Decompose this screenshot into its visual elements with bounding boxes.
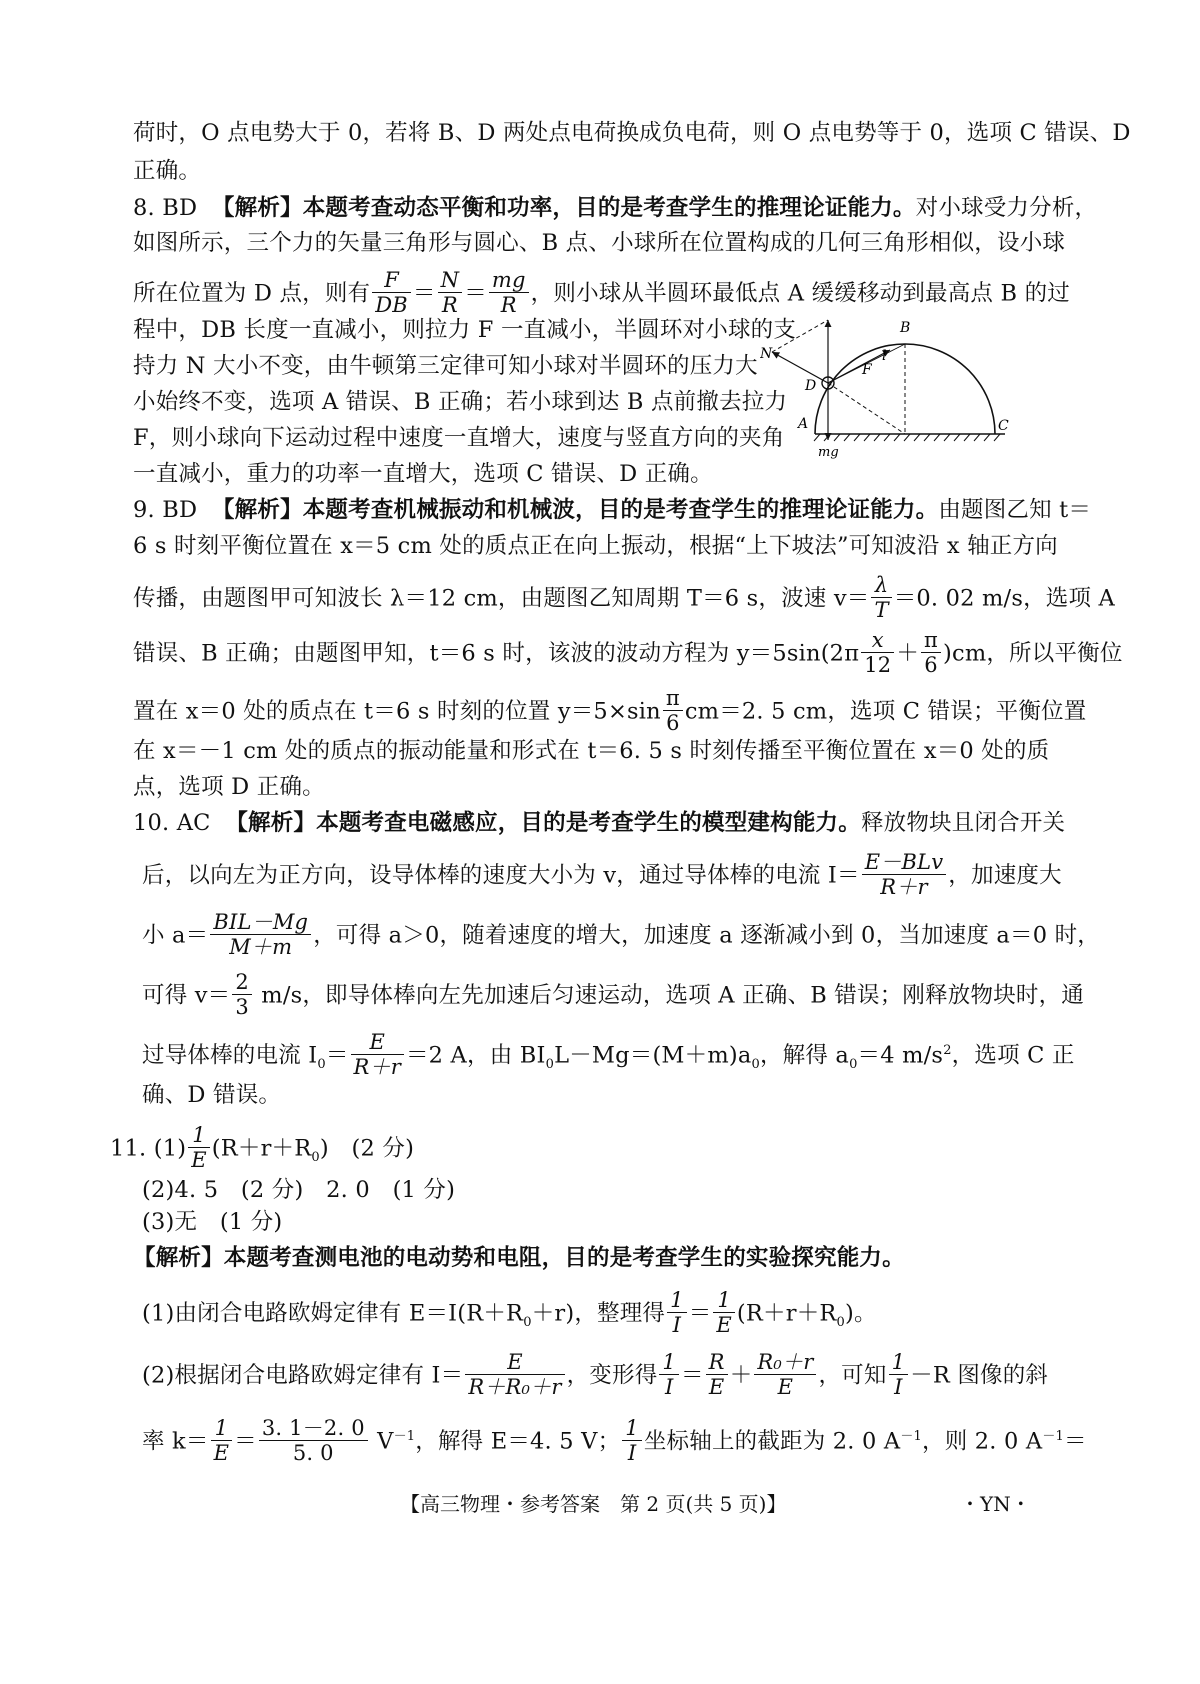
text-span: ，可得 a＞0，随着速度的增大，加速度 a 逐渐减小到 0，当加速度 a＝0 时， bbox=[313, 922, 1101, 949]
text-span: 坐标轴上的截距为 2. 0 A bbox=[643, 1428, 901, 1455]
text-span: (1)由闭合电路欧姆定律有 E＝I(R＋R bbox=[142, 1300, 524, 1327]
fraction: $\frac{1}{E}$ bbox=[188, 1123, 210, 1172]
fraction: $\frac{E}{R+r}$ bbox=[351, 1030, 404, 1079]
text-span: －R 图像的斜 bbox=[910, 1362, 1049, 1389]
fraction: $\frac{\text{BIL－Mg}}{M+m}$ bbox=[210, 910, 311, 959]
fraction: $\frac{2}{3}$ bbox=[232, 970, 252, 1019]
text-span: ＝ bbox=[688, 1300, 712, 1327]
text-span: ，解得 E＝4. 5 V； bbox=[415, 1428, 621, 1455]
text-span: ＋ bbox=[729, 1362, 753, 1389]
superscript: －1 bbox=[1042, 1429, 1064, 1444]
subscript: 0 bbox=[311, 1150, 320, 1165]
text-line-with-formula bbox=[142, 852, 1062, 901]
subscript: 0 bbox=[751, 1057, 760, 1072]
text-line: 点，选项 D 正确。 bbox=[133, 774, 325, 800]
text-line-with-formula bbox=[142, 1032, 1075, 1081]
text-span: )。 bbox=[845, 1300, 877, 1327]
text-span: ＋ bbox=[896, 640, 920, 667]
text-span: m/s，即导体棒向左先加速后匀速运动，选项 A 正确、B 错误；刚释放物块时，通 bbox=[253, 982, 1084, 1009]
text-line-with-formula bbox=[142, 1418, 1087, 1467]
fraction: $\frac{1}{E}$ bbox=[211, 1416, 233, 1465]
text-span: ＋r)，整理得 bbox=[531, 1300, 666, 1327]
subscript: 0 bbox=[545, 1057, 555, 1072]
fraction: $\frac{R}{E}$ bbox=[706, 1350, 728, 1399]
fraction: $\frac{1}{I}$ bbox=[889, 1350, 909, 1399]
text-line: 荷时，O 点电势大于 0，若将 B、D 两处点电荷换成负电荷，则 O 点电势等于 0，选项 C 错误、D bbox=[133, 120, 1131, 146]
text-span: (R＋r＋R bbox=[211, 1135, 312, 1162]
text-line-with-formula bbox=[142, 1352, 1048, 1401]
text-span: 小 a＝ bbox=[142, 922, 209, 949]
text-line: 程中，DB 长度一直减小，则拉力 F 一直减小，半圆环对小球的支 bbox=[133, 317, 797, 343]
text-span: L－Mg＝(M＋m)a bbox=[554, 1042, 752, 1069]
label-B: B bbox=[900, 320, 911, 336]
question-8-header bbox=[133, 193, 1097, 223]
superscript: －1 bbox=[900, 1429, 923, 1444]
question-10-header bbox=[133, 808, 1065, 838]
text-span: 置在 x＝0 处的质点在 t＝6 s 时刻的位置 y＝5×sin bbox=[133, 698, 661, 725]
superscript: 2 bbox=[943, 1043, 952, 1058]
text-span: 后，以向左为正方向，设导体棒的速度大小为 v，通过导体棒的电流 I＝ bbox=[142, 862, 860, 889]
text-span: ，解得 a bbox=[759, 1042, 850, 1069]
text-line: 正确。 bbox=[133, 158, 202, 184]
label-N: N bbox=[760, 346, 773, 362]
question-number: 11. (1) bbox=[110, 1135, 187, 1162]
subscript: 0 bbox=[523, 1315, 532, 1330]
question-11-header bbox=[110, 1125, 414, 1174]
text-line-with-formula bbox=[142, 912, 1100, 961]
fraction: $\frac{\text{R₀＋r}}{E}$ bbox=[754, 1350, 816, 1399]
text-span: 对小球受力分析， bbox=[915, 195, 1098, 221]
text-line: F，则小球向下运动过程中速度一直增大，速度与竖直方向的夹角 bbox=[133, 425, 785, 451]
text-span: ＝ bbox=[680, 1362, 704, 1389]
text-line: 小始终不变，选项 A 错误、B 正确；若小球到达 B 点前撤去拉力 bbox=[133, 389, 788, 415]
subscript: 0 bbox=[836, 1315, 846, 1330]
text-line: 持力 N 大小不变，由牛顿第三定律可知小球对半圆环的压力大 bbox=[133, 353, 758, 379]
label-l: l bbox=[882, 348, 887, 364]
page-footer: 【高三物理・参考答案 第 2 页(共 5 页)】 bbox=[400, 1492, 787, 1516]
label-D: D bbox=[805, 378, 817, 394]
text-span: ＝ bbox=[325, 1042, 349, 1069]
text-line-with-formula bbox=[133, 630, 1123, 679]
semicircle-force-diagram bbox=[760, 310, 1030, 470]
text-line-with-formula: 所在位置为 D 点，则有 $\frac{F}{DB}$ ＝ $\frac{N}{R}$ ＝ $\frac{mg}{R}$ ，则小球从半圆环最低点 A 缓缓移动到最高点 B 的过 bbox=[133, 268, 1070, 317]
analysis-tag: 【解析】本题考查测电池的电动势和电阻，目的是考查学生的实验探究能力。 bbox=[133, 1245, 905, 1271]
text-line: 如图所示，三个力的矢量三角形与圆心、B 点、小球所在位置构成的几何三角形相似，设小球 bbox=[133, 230, 1066, 256]
text-span: 可得 v＝ bbox=[142, 982, 231, 1009]
question-number: 10. AC bbox=[133, 810, 211, 836]
fraction: $\frac{N}{R}$ bbox=[438, 268, 463, 317]
text-span: ＝0. 02 m/s，选项 A bbox=[893, 585, 1115, 612]
fraction: $\frac{F}{DB}$ bbox=[372, 268, 411, 317]
question-number: 9. BD bbox=[133, 497, 198, 523]
text-span: ＝4 m/s bbox=[857, 1042, 944, 1069]
fraction: $\frac{x}{12}$ bbox=[861, 628, 894, 677]
fraction: $\frac{\lambda}{T}$ bbox=[871, 573, 891, 622]
text-span: ＝ bbox=[1063, 1428, 1087, 1455]
text-line: 在 x＝－1 cm 处的质点的振动能量和形式在 t＝6. 5 s 时刻传播至平衡位置在 x＝0 处的质 bbox=[133, 738, 1050, 764]
text-span: ，加速度大 bbox=[948, 862, 1062, 889]
text-span: ＝ bbox=[234, 1428, 257, 1455]
text-span: ，则小球从半圆环最低点 A 缓缓移动到最高点 B 的过 bbox=[530, 280, 1070, 307]
text-line-with-formula bbox=[142, 1290, 877, 1339]
text-span: 所在位置为 D 点，则有 bbox=[133, 280, 371, 307]
fraction: $\frac{1}{E}$ bbox=[713, 1288, 735, 1337]
text-span: V bbox=[369, 1428, 394, 1455]
question-9-header bbox=[133, 495, 1091, 525]
fraction: $\frac{3. 1-2. 0}{5. 0}$ bbox=[259, 1416, 368, 1465]
label-C: C bbox=[998, 418, 1009, 434]
label-mg: mg bbox=[818, 445, 839, 460]
text-line: (2)4. 5 (2 分) 2. 0 (1 分) bbox=[142, 1177, 456, 1203]
text-span: 由题图乙知 t＝ bbox=[938, 497, 1092, 523]
text-span: 传播，由题图甲可知波长 λ＝12 cm，由题图乙知周期 T＝6 s，波速 v＝ bbox=[133, 585, 870, 612]
fraction: $\frac{\pi}{6}$ bbox=[921, 628, 941, 677]
text-span: )cm，所以平衡位 bbox=[943, 640, 1123, 667]
fraction: $\frac{1}{I}$ bbox=[667, 1288, 687, 1337]
fraction: $\frac{mg}{R}$ bbox=[489, 268, 529, 317]
fraction: $\frac{1}{I}$ bbox=[659, 1350, 679, 1399]
label-A: A bbox=[798, 416, 809, 432]
fraction: $\frac{1}{I}$ bbox=[622, 1416, 642, 1465]
analysis-tag: 【解析】本题考查动态平衡和功率，目的是考查学生的推理论证能力。 bbox=[211, 195, 916, 221]
text-span: 率 k＝ bbox=[142, 1428, 209, 1455]
text-span: cm＝2. 5 cm，选项 C 错误；平衡位置 bbox=[684, 698, 1087, 725]
text-span: ，选项 C 正 bbox=[951, 1042, 1075, 1069]
analysis-tag: 【解析】本题考查机械振动和机械波，目的是考查学生的推理论证能力。 bbox=[211, 497, 939, 523]
question-number: 8. BD bbox=[133, 195, 198, 221]
superscript: －1 bbox=[393, 1429, 416, 1444]
text-line: 一直减小，重力的功率一直增大，选项 C 错误、D 正确。 bbox=[133, 461, 713, 487]
text-span: ，可知 bbox=[818, 1362, 887, 1389]
fraction: $\frac{E}{\text{R＋R₀＋r}}$ bbox=[465, 1350, 564, 1399]
text-span: ，则 2. 0 A bbox=[922, 1428, 1043, 1455]
text-span: (R＋r＋R bbox=[736, 1300, 837, 1327]
fraction: $\frac{\text{E－BLv}}{R+r}$ bbox=[862, 850, 947, 899]
text-line: (3)无 (1 分) bbox=[142, 1209, 283, 1235]
analysis-tag: 【解析】本题考查电磁感应，目的是考查学生的模型建构能力。 bbox=[225, 810, 861, 836]
subscript: 0 bbox=[317, 1057, 326, 1072]
text-line-with-formula bbox=[142, 972, 1084, 1021]
text-line: 确、D 错误。 bbox=[142, 1082, 282, 1108]
text-span: 过导体棒的电流 I bbox=[142, 1042, 318, 1069]
text-span: 释放物块且闭合开关 bbox=[860, 810, 1066, 836]
text-span: ，变形得 bbox=[566, 1362, 658, 1389]
text-line-with-formula bbox=[133, 688, 1086, 737]
subscript: 0 bbox=[849, 1057, 858, 1072]
fraction: $\frac{\pi}{6}$ bbox=[663, 686, 683, 735]
text-span: 错误、B 正确；由题图甲知，t＝6 s 时，该波的波动方程为 y＝5sin(2π bbox=[133, 640, 860, 667]
text-line-with-formula bbox=[133, 575, 1115, 624]
footer-code: ・YN・ bbox=[960, 1492, 1031, 1516]
text-span: (2)根据闭合电路欧姆定律有 I＝ bbox=[142, 1362, 464, 1389]
text-line: 6 s 时刻平衡位置在 x＝5 cm 处的质点正在向上振动，根据“上下坡法”可知波沿 x 轴正方向 bbox=[133, 533, 1058, 559]
label-F: F bbox=[862, 362, 872, 378]
text-span: ) (2 分) bbox=[319, 1135, 415, 1162]
text-span: ＝2 A，由 BI bbox=[405, 1042, 546, 1069]
